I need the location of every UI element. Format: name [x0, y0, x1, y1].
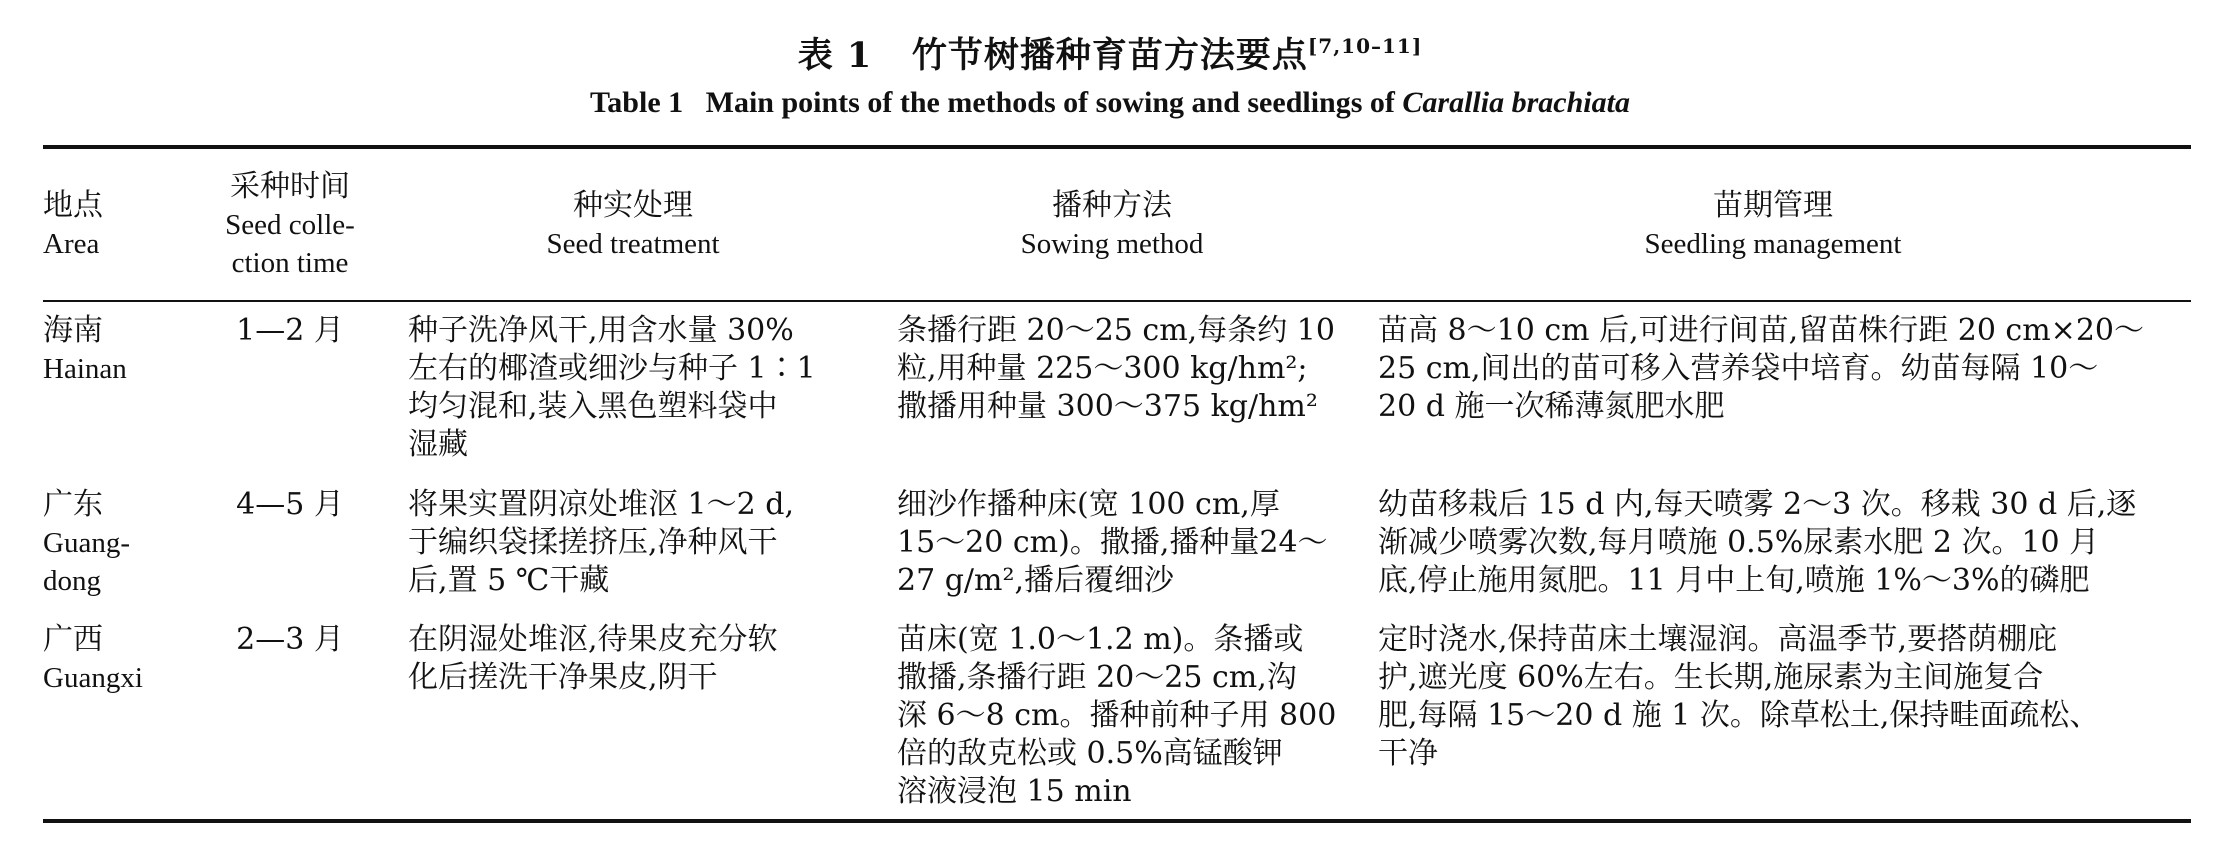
header-time-en2: ction time — [231, 247, 349, 279]
text-line: 化后搓洗干净果皮,阴干 — [408, 660, 718, 695]
area-en: Hainan — [43, 353, 127, 385]
header-treatment — [408, 187, 858, 263]
text-line: 干净 — [1378, 736, 1438, 771]
top-rule — [43, 145, 2191, 149]
text-line: 27 g/m²,播后覆细沙 — [897, 563, 1175, 598]
text-line: 深 6～8 cm。播种前种子用 800 — [897, 698, 1337, 733]
text-line: 底,停止施用氮肥。11 月中上旬,喷施 1%～3%的磷肥 — [1378, 563, 2090, 598]
header-area — [43, 187, 103, 263]
header-area-zh: 地点 — [43, 188, 103, 223]
text-line: 细沙作播种床(宽 100 cm,厚 — [897, 487, 1280, 522]
row-guangxi-area — [43, 621, 143, 697]
caption-title-zh: 竹节树播种育苗方法要点 — [911, 35, 1308, 76]
area-zh: 广西 — [43, 622, 103, 657]
text-line: 定时浇水,保持苗床土壤湿润。高温季节,要搭荫棚庇 — [1378, 622, 2058, 657]
text-line: 粒,用种量 225～300 kg/hm²; — [897, 351, 1308, 386]
caption-title-en: Main points of the methods of sowing and seedlings of — [705, 86, 1395, 119]
caption-label-en: Table 1 — [590, 86, 684, 119]
header-time-en1: Seed colle- — [225, 209, 355, 241]
text-line: 在阴湿处堆沤,待果皮充分软 — [408, 622, 778, 657]
row-hainan-sowing — [897, 312, 1335, 426]
header-management-en: Seedling management — [1644, 228, 1902, 260]
header-management-zh: 苗期管理 — [1713, 188, 1833, 223]
header-sowing — [897, 187, 1327, 263]
row-hainan-time: 1—2 月 — [236, 313, 344, 348]
text-line: 种子洗净风干,用含水量 30% — [408, 313, 794, 348]
header-area-en: Area — [43, 228, 100, 260]
area-zh: 广东 — [43, 487, 103, 522]
row-guangdong-management — [1378, 486, 2136, 600]
text-line: 15～20 cm)。撒播,播种量24～ — [897, 525, 1328, 560]
text-line: 苗床(宽 1.0～1.2 m)。条播或 — [897, 622, 1304, 657]
text-line: 护,遮光度 60%左右。生长期,施尿素为主间施复合 — [1378, 660, 2044, 695]
text-line: 于编织袋揉搓挤压,净种风干 — [408, 525, 778, 560]
row-guangdong-area — [43, 486, 130, 600]
header-sowing-en: Sowing method — [1020, 228, 1204, 260]
caption-refs: [7,10–11] — [1307, 34, 1423, 58]
area-zh: 海南 — [43, 313, 103, 348]
row-hainan-management — [1378, 312, 2144, 426]
row-guangxi-sowing — [897, 621, 1336, 811]
row-guangxi-management — [1378, 621, 2099, 773]
area-en: dong — [43, 565, 101, 597]
header-time — [190, 168, 390, 282]
text-line: 条播行距 20～25 cm,每条约 10 — [897, 313, 1335, 348]
text-line: 撒播,条播行距 20～25 cm,沟 — [897, 660, 1297, 695]
row-guangdong-time: 4—5 月 — [236, 487, 344, 522]
row-guangdong-sowing — [897, 486, 1328, 600]
text-line: 倍的敌克松或 0.5%高锰酸钾 — [897, 736, 1283, 771]
text-line: 溶液浸泡 15 min — [897, 774, 1132, 809]
header-sowing-zh: 播种方法 — [1052, 188, 1172, 223]
area-en: Guang- — [43, 527, 130, 559]
text-line: 将果实置阴凉处堆沤 1～2 d, — [408, 487, 794, 522]
area-en: Guangxi — [43, 662, 143, 694]
table-caption-en — [0, 86, 2220, 120]
header-treatment-en: Seed treatment — [546, 228, 720, 260]
header-time-zh: 采种时间 — [230, 169, 350, 204]
header-treatment-zh: 种实处理 — [573, 188, 693, 223]
caption-label-zh: 表 1 — [797, 35, 873, 76]
row-guangxi-time: 2—3 月 — [236, 622, 344, 657]
table-caption-zh — [0, 28, 2220, 78]
text-line: 苗高 8～10 cm 后,可进行间苗,留苗株行距 20 cm×20～ — [1378, 313, 2144, 348]
caption-species: Carallia brachiata — [1402, 86, 1630, 119]
text-line: 肥,每隔 15～20 d 施 1 次。除草松土,保持畦面疏松、 — [1378, 698, 2100, 733]
text-line: 左右的椰渣或细沙与种子 1∶1 — [408, 351, 816, 386]
bottom-rule — [43, 819, 2191, 823]
row-guangxi-treatment — [408, 621, 778, 697]
text-line: 后,置 5 ℃干藏 — [408, 563, 610, 598]
text-line: 25 cm,间出的苗可移入营养袋中培育。幼苗每隔 10～ — [1378, 351, 2099, 386]
header-rule — [43, 300, 2191, 302]
text-line: 撒播用种量 300～375 kg/hm² — [897, 389, 1318, 424]
text-line: 湿藏 — [408, 427, 468, 462]
header-management — [1378, 187, 2168, 263]
text-line: 幼苗移栽后 15 d 内,每天喷雾 2～3 次。移栽 30 d 后,逐 — [1378, 487, 2137, 522]
row-hainan-treatment — [408, 312, 816, 464]
row-guangdong-treatment — [408, 486, 794, 600]
row-hainan-area — [43, 312, 127, 388]
text-line: 20 d 施一次稀薄氮肥水肥 — [1378, 389, 1725, 424]
text-line: 均匀混和,装入黑色塑料袋中 — [408, 389, 778, 424]
text-line: 渐减少喷雾次数,每月喷施 0.5%尿素水肥 2 次。10 月 — [1378, 525, 2100, 560]
